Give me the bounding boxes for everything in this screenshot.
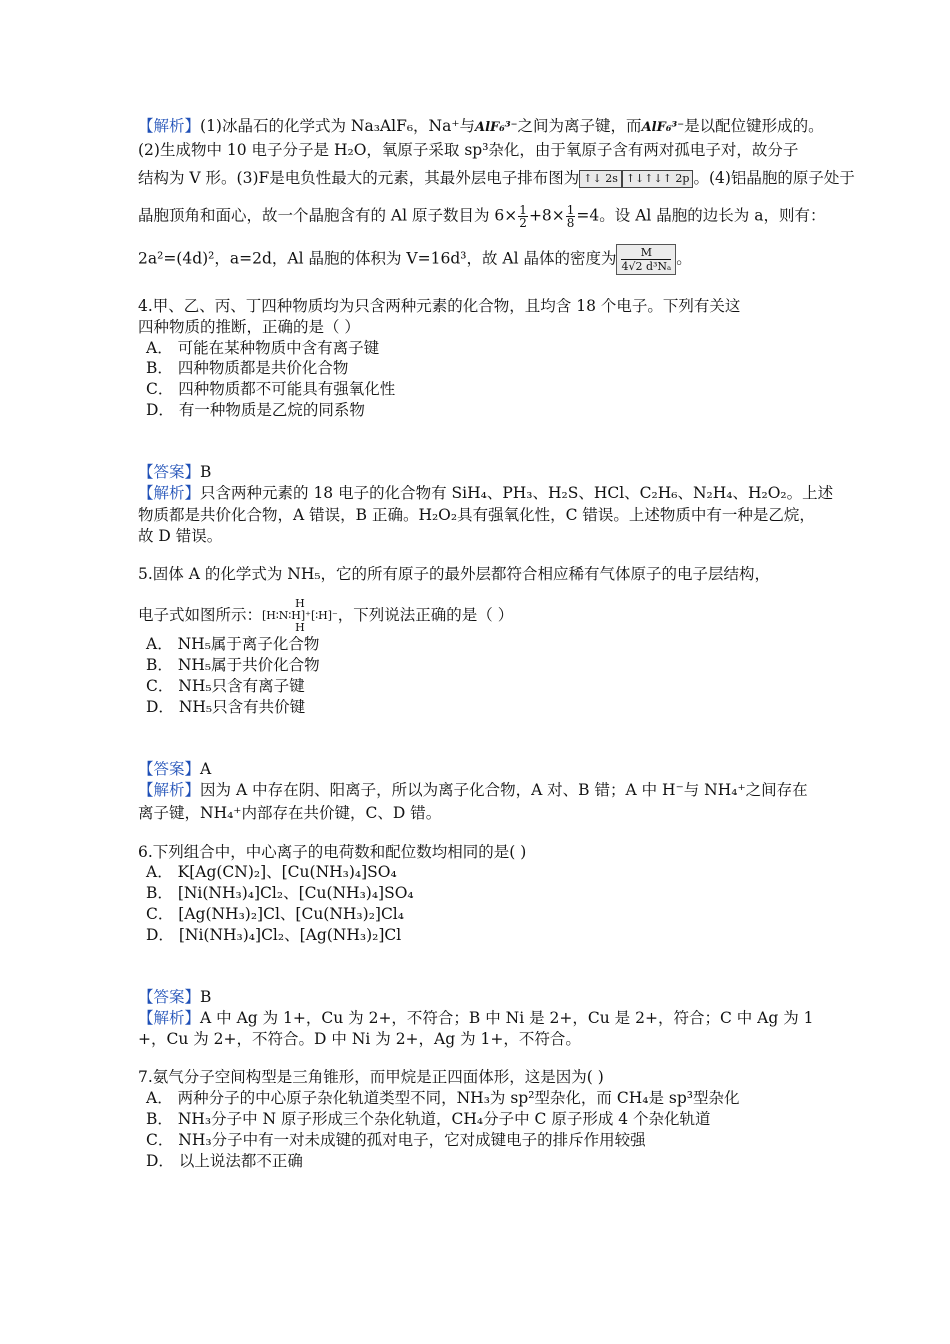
answer-tag: 【答案】 [138, 988, 201, 1006]
q6-option-b: B． [Ni(NH₃)₄]Cl₂、[Cu(NH₃)₄]SO₄ [146, 884, 414, 902]
q4-option-b: B． 四种物质都是共价化合物 [146, 359, 349, 377]
density-formula-image: $\frac{M}{\text{4√2 d³Nₐ}}$ [616, 244, 676, 275]
q6-answer: 【答案】B [138, 988, 212, 1006]
q6-analysis-line-1: 【解析】A 中 Ag 为 1+，Cu 为 2+，不符合；B 中 Ni 是 2+，Cu 是 2+，符合；C 中 Ag 为 1 [138, 1009, 814, 1027]
q5-analysis-line-1: 【解析】因为 A 中存在阴、阳离子，所以为离子化合物，A 对、B 错；A 中 H⁻与 NH₄⁺之间存在 [138, 781, 808, 799]
q6-option-a: A． K[Ag(CN)₂]、[Cu(NH₃)₄]SO₄ [146, 863, 397, 881]
analysis-tag: 【解析】 [138, 117, 201, 135]
q3-analysis-line-2: (2)生成物中 10 电子分子是 H₂O，氧原子采取 sp³杂化，由于氧原子含有两对孤电子对，故分子 [138, 141, 799, 159]
q5-answer: 【答案】A [138, 760, 212, 778]
q5-option-b: B． NH₅属于共价化合物 [146, 656, 320, 674]
q4-option-c: C． 四种物质都不可能具有强氧化性 [146, 380, 396, 398]
alf6-formula-image: AlF₆³⁻ [475, 120, 518, 135]
q5-stem-line-1: 5.固体 A 的化学式为 NH₅，它的所有原子的最外层都符合相应稀有气体原子的电子层结构， [138, 565, 771, 583]
q3-analysis-line-5: 2a²=(4d)²，a=2d，Al 晶胞的体积为 V=16d³，故 Al 晶体的密度为 $\frac{M}{\text{4√2 d³Nₐ}}$。 [138, 246, 692, 273]
q5-option-d: D． NH₅只含有共价键 [146, 698, 306, 716]
q7-option-a: A． 两种分子的中心原子杂化轨道类型不同，NH₃为 sp²型杂化，而 CH₄是 sp³型杂化 [146, 1089, 740, 1107]
answer-tag: 【答案】 [138, 760, 201, 778]
q5-option-c: C． NH₅只含有离子键 [146, 677, 305, 695]
q6-option-c: C． [Ag(NH₃)₂]Cl、[Cu(NH₃)₂]Cl₄ [146, 905, 404, 923]
q3-analysis-line-3: 结构为 V 形。(3)F是电负性最大的元素，其最外层电子排布图为 ↑↓ 2s ↑↓↑↓↑ 2p 。(4)铝晶胞的原子处于 [138, 169, 855, 187]
q7-stem: 7.氨气分子空间构型是三角锥形，而甲烷是正四面体形，这是因为( ) [138, 1068, 604, 1086]
q3-analysis-line-1: 【解析】(1)冰晶石的化学式为 Na₃AlF₆，Na⁺与AlF₆³⁻之间为离子键，而AlF₆³⁻是以配位键形成的。 [138, 117, 824, 135]
q6-stem: 6.下列组合中，中心离子的电荷数和配位数均相同的是( ) [138, 843, 527, 861]
q7-option-b: B． NH₃分子中 N 原子形成三个杂化轨道，CH₄分子中 C 原子形成 4 个杂化轨道 [146, 1110, 711, 1128]
q4-stem-line-1: 4.甲、乙、丙、丁四种物质均为只含两种元素的化合物，且均含 18 个电子。下列有关这 [138, 297, 741, 315]
q6-option-d: D． [Ni(NH₃)₄]Cl₂、[Ag(NH₃)₂]Cl [146, 926, 402, 944]
q7-option-c: C． NH₃分子中有一对未成键的孤对电子，它对成键电子的排斥作用较强 [146, 1131, 646, 1149]
q4-analysis-line-1: 【解析】只含两种元素的 18 电子的化合物有 SiH₄、PH₃、H₂S、HCl、C₂H₆、N₂H₄、H₂O₂。上述 [138, 484, 834, 502]
answer-tag: 【答案】 [138, 463, 201, 481]
analysis-tag: 【解析】 [138, 781, 201, 799]
q4-analysis-line-2: 物质都是共价化合物，A 错误，B 正确。H₂O₂具有强氧化性，C 错误。上述物质中有一种是乙烷， [138, 506, 815, 524]
q7-option-d: D． 以上说法都不正确 [146, 1152, 303, 1170]
q6-analysis-line-2: +，Cu 为 2+，不符合。D 中 Ni 为 2+，Ag 为 1+，不符合。 [138, 1030, 581, 1048]
orbital-diagram-2p: ↑↓↑↓↑ 2p [622, 170, 694, 188]
q5-analysis-line-2: 离子键，NH₄⁺内部存在共价键，C、D 错。 [138, 804, 442, 822]
q3-analysis-line-4: 晶胞顶角和面心，故一个晶胞含有的 Al 原子数目为 6× $\frac{1}{2}$ +8× $\frac{1}{8}$ =4。设 Al 晶胞的边长为 a，则有： [138, 203, 826, 230]
alf6-formula-image: AlF₆³⁻ [641, 120, 685, 135]
q5-option-a: A． NH₅属于离子化合物 [146, 635, 320, 653]
q4-option-d: D． 有一种物质是乙烷的同系物 [146, 401, 365, 419]
q5-stem-line-2: 电子式如图所示： H [H∶N∶H]⁺[∶H]⁻ H ，下列说法正确的是（ ） [138, 597, 514, 634]
fraction-one-half: $\frac{1}{2}$ [519, 203, 527, 230]
q4-stem-line-2: 四种物质的推断，正确的是（ ） [138, 318, 360, 336]
q4-analysis-line-3: 故 D 错误。 [138, 527, 223, 545]
orbital-diagram-2s: ↑↓ 2s [579, 170, 622, 188]
analysis-tag: 【解析】 [138, 1009, 201, 1027]
q4-answer: 【答案】B [138, 463, 212, 481]
q4-option-a: A． 可能在某种物质中含有离子键 [146, 339, 380, 357]
fraction-one-eighth: $\frac{1}{8}$ [566, 203, 575, 230]
nh5-lewis-structure: H [H∶N∶H]⁺[∶H]⁻ H [262, 597, 338, 634]
analysis-tag: 【解析】 [138, 484, 201, 502]
